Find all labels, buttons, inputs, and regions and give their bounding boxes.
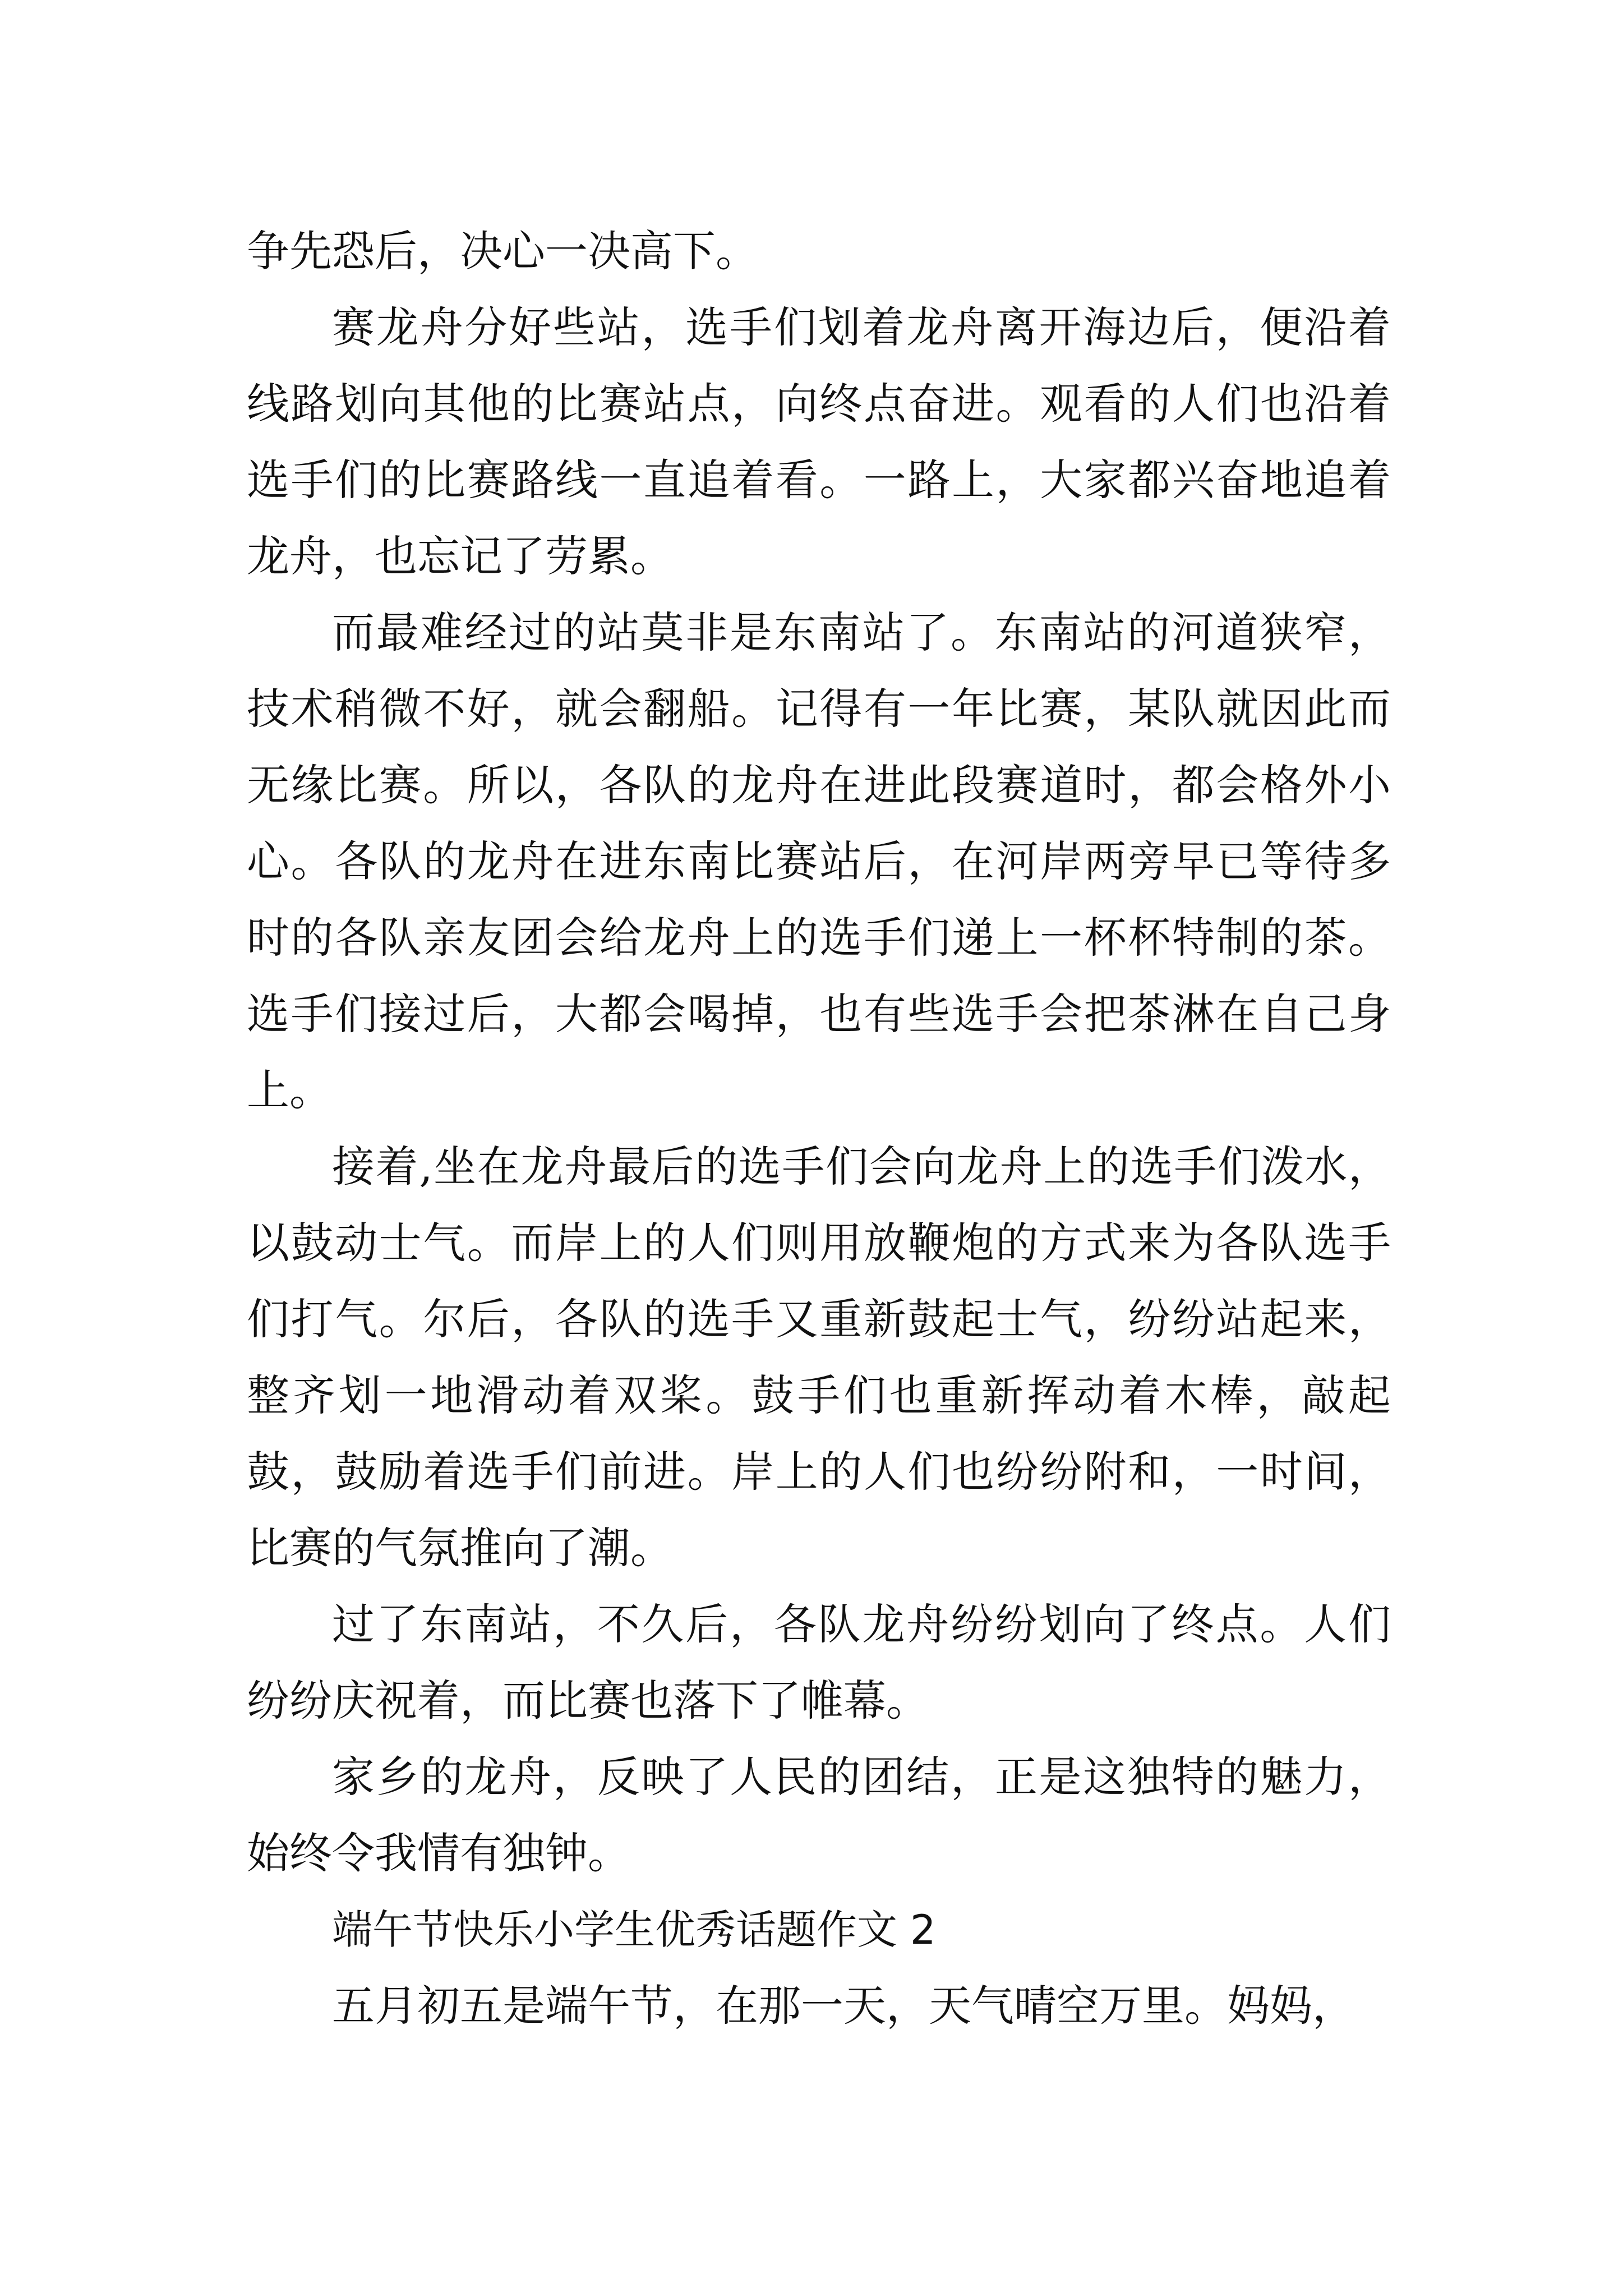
paragraph-7: 五月初五是端午节，在那一天，天气晴空万里。妈妈， [332, 1981, 1355, 2031]
paragraph-6: 家乡的龙舟，反映了人民的团结，正是这独特的魅力，始终令我情有独钟。 [247, 1752, 1391, 1878]
essay-heading: 端午节快乐小学生优秀话题作文 2 [332, 1906, 936, 1953]
paragraph-3: 而最难经过的站莫非是东南站了。东南站的河道狭窄，技术稍微不好，就会翻船。记得有一年比赛，某队就因此而无缘比赛。所以，各队的龙舟在进此段赛道时，都会格外小心。各队的龙舟在进东南比赛站后，在河岸两旁早已等待多时的各队亲友团会给龙舟上的选手们递上一杯杯特制的茶。选手们接过后，大都会喝掉，也有些选手会把茶淋在自己身上。 [247, 608, 1391, 1115]
paragraph-4: 接着,坐在龙舟最后的选手们会向龙舟上的选手们泼水，以鼓动士气。而岸上的人们则用放鞭炮的方式来为各队选手们打气。尔后，各队的选手又重新鼓起士气，纷纷站起来，整齐划一地滑动着双桨。鼓手们也重新挥动着木棒，敲起鼓，鼓励着选手们前进。岸上的人们也纷纷附和，一时间，比赛的气氛推向了潮。 [247, 1142, 1391, 1573]
paragraph-2: 赛龙舟分好些站，选手们划着龙舟离开海边后，便沿着线路划向其他的比赛站点，向终点奋进。观看的人们也沿着选手们的比赛路线一直追着看。一路上，大家都兴奋地追着龙舟，也忘记了劳累。 [247, 302, 1391, 581]
paragraph-1: 争先恐后，决心一决高下。 [247, 226, 758, 276]
document-body [247, 213, 1391, 2044]
paragraph-5: 过了东南站，不久后，各队龙舟纷纷划向了终点。人们纷纷庆祝着，而比赛也落下了帷幕。 [247, 1599, 1391, 1726]
